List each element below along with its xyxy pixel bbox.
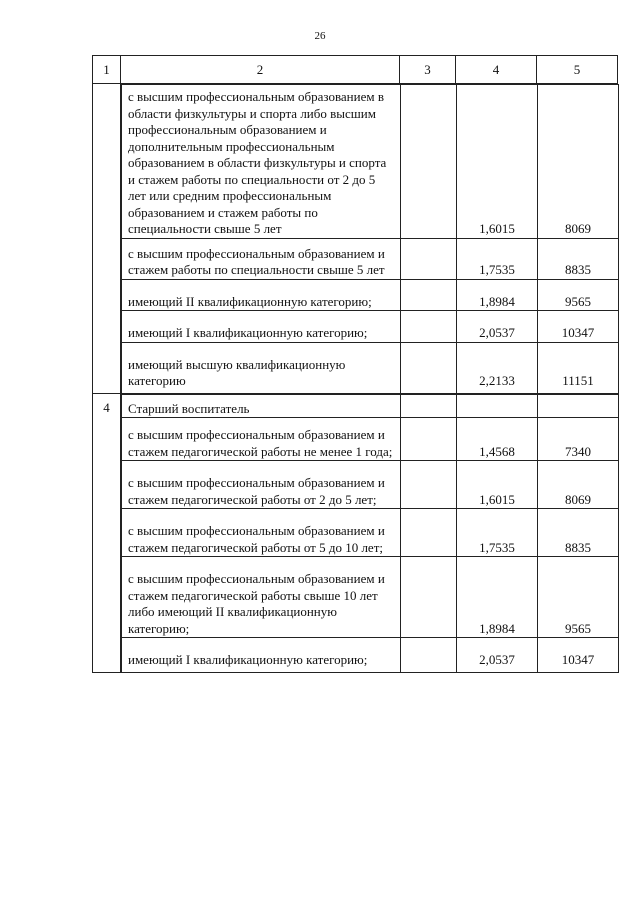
group-rows [121, 84, 619, 394]
group-number [93, 84, 121, 394]
row-description: с высшим профессиональным образованием и стажем работы по специальности свыше 5 лет [122, 238, 401, 279]
row-salary: 7340 [538, 418, 619, 461]
row-empty-cell [401, 279, 457, 311]
row-salary: 8835 [538, 509, 619, 557]
column-header: 2 [121, 56, 400, 84]
column-header: 3 [400, 56, 456, 84]
row-empty-cell [401, 509, 457, 557]
row-description: Старший воспитатель [122, 394, 401, 418]
row-salary: 10347 [538, 311, 619, 343]
row-coefficient: 1,6015 [457, 85, 538, 239]
row-description: с высшим профессиональным образованием и стажем педагогической работы от 5 до 10 лет; [122, 509, 401, 557]
row-description: с высшим профессиональным образованием и стажем педагогической работы не менее 1 года; [122, 418, 401, 461]
row-description: с высшим профессиональным образованием и стажем педагогической работы свыше 10 лет либо имеющий II квалификационную категорию; [122, 557, 401, 638]
table-row [122, 342, 619, 393]
row-description: имеющий I квалификационную категорию; [122, 638, 401, 673]
row-empty-cell [401, 311, 457, 343]
row-salary: 11151 [538, 342, 619, 393]
row-salary: 8835 [538, 238, 619, 279]
page-number: 26 [314, 30, 326, 42]
row-salary [538, 394, 619, 418]
row-coefficient: 2,0537 [457, 638, 538, 673]
table-group [93, 394, 618, 673]
column-header: 4 [456, 56, 537, 84]
table-header-row [93, 56, 618, 84]
row-description: с высшим профессиональным образованием в области физкультуры и спорта либо высшим профессиональным образованием и дополнительным профессиональным образованием в области физкультуры и спорта и стажем работы по специальности от 2 до 5 лет или средним профессиональным образованием и стажем работы по специальности свыше 5 лет [122, 85, 401, 239]
row-coefficient [457, 394, 538, 418]
table-row [122, 509, 619, 557]
row-coefficient: 1,7535 [457, 238, 538, 279]
table-row [122, 638, 619, 673]
row-coefficient: 1,6015 [457, 461, 538, 509]
row-salary: 8069 [538, 85, 619, 239]
row-salary: 9565 [538, 279, 619, 311]
table-row [122, 557, 619, 638]
table-row [122, 461, 619, 509]
column-header: 5 [537, 56, 618, 84]
row-empty-cell [401, 461, 457, 509]
row-empty-cell [401, 394, 457, 418]
row-coefficient: 2,2133 [457, 342, 538, 393]
table-row [122, 279, 619, 311]
row-description: с высшим профессиональным образованием и стажем педагогической работы от 2 до 5 лет; [122, 461, 401, 509]
group-rows [121, 394, 619, 673]
row-coefficient: 1,4568 [457, 418, 538, 461]
table-row [122, 394, 619, 418]
column-header: 1 [93, 56, 121, 84]
table-row [122, 85, 619, 239]
row-salary: 9565 [538, 557, 619, 638]
table-group [93, 84, 618, 394]
row-coefficient: 1,7535 [457, 509, 538, 557]
salary-table [92, 55, 618, 673]
row-description: имеющий II квалификационную категорию; [122, 279, 401, 311]
table-row [122, 311, 619, 343]
row-empty-cell [401, 418, 457, 461]
row-salary: 10347 [538, 638, 619, 673]
row-coefficient: 1,8984 [457, 557, 538, 638]
table-row [122, 238, 619, 279]
row-salary: 8069 [538, 461, 619, 509]
row-coefficient: 2,0537 [457, 311, 538, 343]
table-row [122, 418, 619, 461]
row-description: имеющий I квалификационную категорию; [122, 311, 401, 343]
row-empty-cell [401, 342, 457, 393]
row-empty-cell [401, 85, 457, 239]
row-description: имеющий высшую квалификационную категорию [122, 342, 401, 393]
group-number: 4 [93, 394, 121, 673]
row-empty-cell [401, 557, 457, 638]
row-coefficient: 1,8984 [457, 279, 538, 311]
row-empty-cell [401, 638, 457, 673]
row-empty-cell [401, 238, 457, 279]
